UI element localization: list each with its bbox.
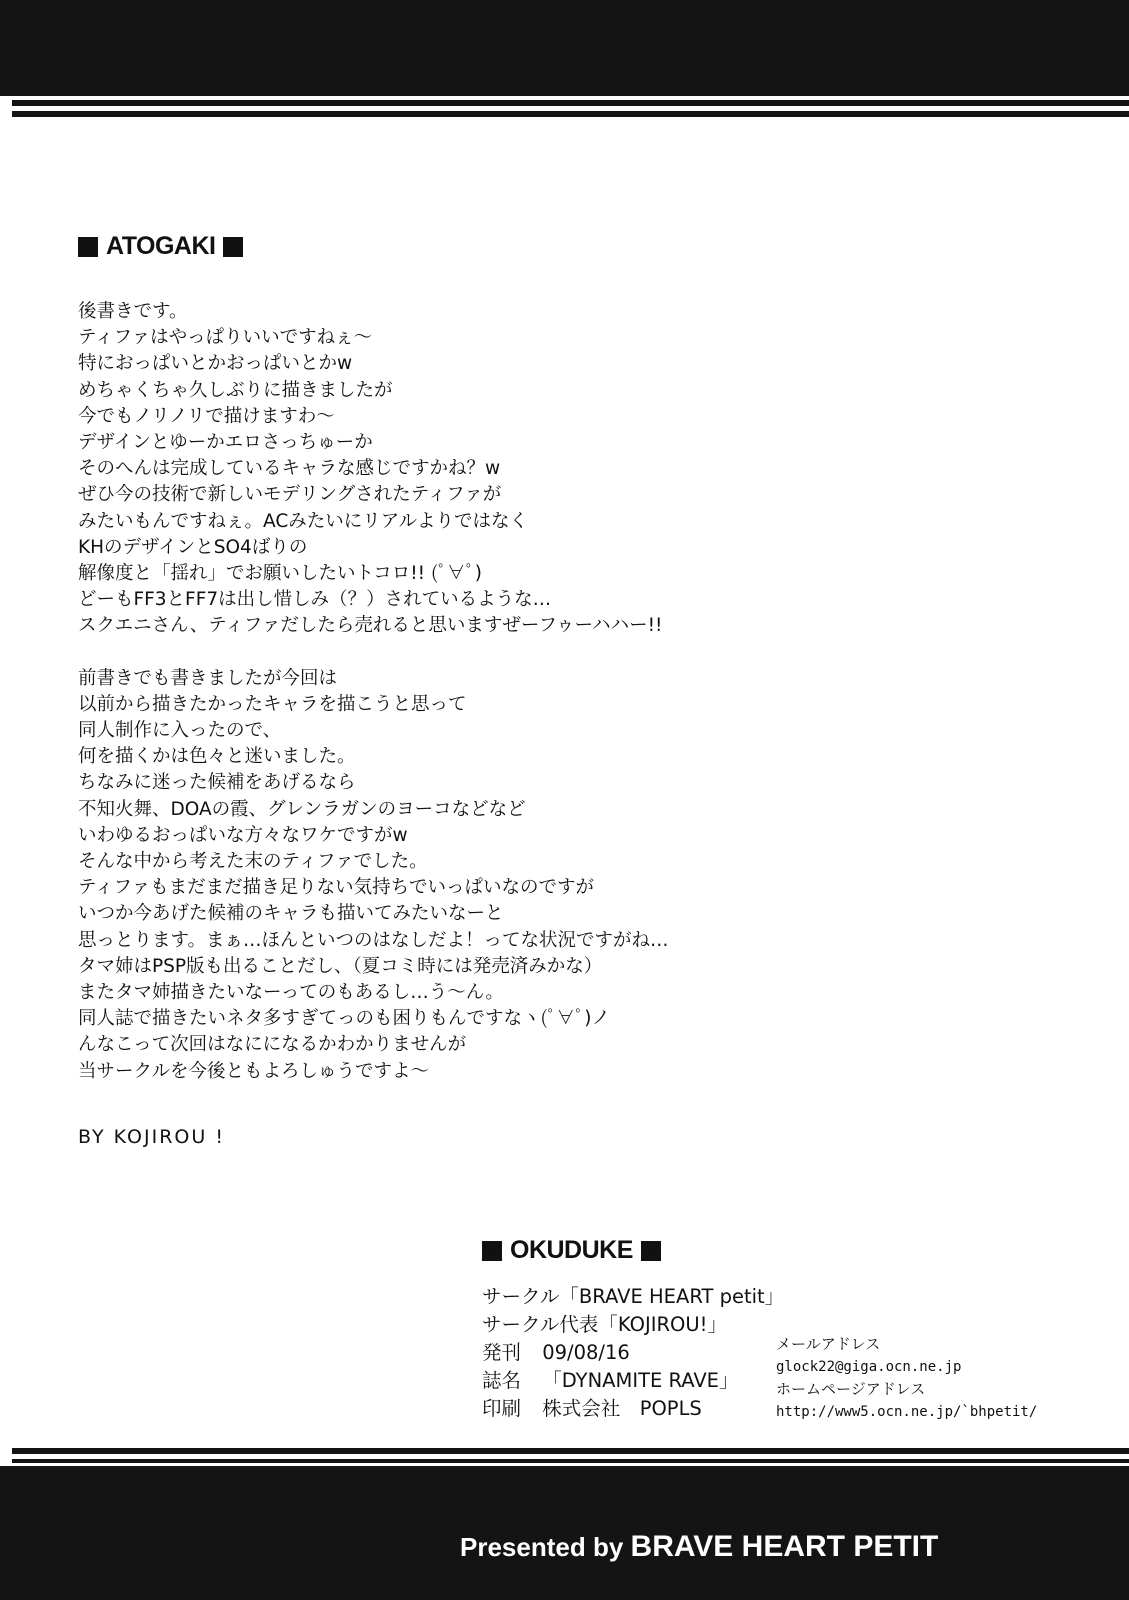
- author-signature: BY KOJIROU !: [78, 1126, 225, 1148]
- body-line: ぜひ今の技術で新しいモデリングされたティファが: [78, 484, 502, 506]
- body-line: スクエニさん、ティファだしたら売れると思いますぜーフゥーハハー!!: [78, 615, 663, 637]
- presented-by-prefix: Presented by: [460, 1532, 624, 1562]
- body-line: ティファはやっぱりいいですねぇ～: [78, 327, 373, 349]
- issue-date-value: 09/08/16: [542, 1341, 630, 1364]
- printer-label: 印刷: [482, 1397, 522, 1420]
- okuduke-heading-text: OKUDUKE: [510, 1236, 633, 1264]
- atogaki-body: [78, 299, 1078, 1085]
- circle-name: サークル「BRAVE HEART petit」: [482, 1285, 785, 1308]
- body-line: 不知火舞、DOAの霞、グレンラガンのヨーコなどなど: [78, 798, 526, 820]
- body-line: みたいもんですねぇ。ACみたいにリアルよりではなく: [78, 510, 529, 532]
- body-line: タマ姉はPSP版も出ることだし、（夏コミ時には発売済みかな）: [78, 955, 603, 977]
- heading-square-left: [482, 1241, 502, 1261]
- body-line: 何を描くかは色々と迷いました。: [78, 746, 356, 768]
- book-title-label: 誌名: [482, 1369, 522, 1392]
- mail-address: glock22@giga.ocn.ne.jp: [776, 1358, 962, 1375]
- body-line: またタマ姉描きたいなーってのもあるし…う～ん。: [78, 982, 504, 1004]
- body-line: ちなみに迷った候補をあげるなら: [78, 772, 356, 794]
- circle-representative: サークル代表「KOJIROU!」: [482, 1313, 727, 1336]
- body-line: そんな中から考えた末のティファでした。: [78, 851, 428, 873]
- body-line: 当サークルを今後ともよろしゅうですよ～: [78, 1060, 429, 1082]
- issue-date-label: 発刊: [482, 1341, 522, 1364]
- bottom-stripe-2: [12, 1459, 1129, 1463]
- top-stripe-1: [12, 100, 1129, 106]
- printer-row: [482, 1395, 784, 1423]
- body-line: いつか今あげた候補のキャラも描いてみたいなーと: [78, 903, 504, 925]
- body-line: 今でもノリノリで描けますわ～: [78, 405, 335, 427]
- body-line: 同人制作に入ったので、: [78, 720, 282, 742]
- heading-square-right: [641, 1241, 661, 1261]
- okuduke-heading: [482, 1236, 661, 1265]
- paragraph-gap: [78, 640, 1078, 666]
- issue-date-row: [482, 1339, 784, 1367]
- body-line: 後書きです。: [78, 301, 188, 322]
- body-line: 同人誌で描きたいネタ多すぎてっのも困りもんですなヽ(ﾟ∀ﾟ)ノ: [78, 1008, 610, 1030]
- body-line: どーもFF3とFF7は出し惜しみ（？）されているような…: [78, 589, 552, 611]
- mail-label: メールアドレス: [776, 1335, 881, 1353]
- heading-square-right: [223, 237, 243, 257]
- heading-square-left: [78, 237, 98, 257]
- body-line: いわゆるおっぱいな方々なワケですがw: [78, 824, 408, 846]
- body-line: めちゃくちゃ久しぶりに描きましたが: [78, 379, 393, 401]
- top-stripe-2: [12, 111, 1129, 117]
- body-line: KHのデザインとSO4ばりの: [78, 536, 308, 558]
- body-line: 以前から描きたかったキャラを描こうと思って: [78, 693, 467, 715]
- body-line: 思っとります。まぁ…ほんといつのはなしだよ！ってな状況ですがね…: [78, 929, 669, 951]
- printer-value: 株式会社 POPLS: [542, 1397, 702, 1420]
- body-line: 解像度と「揺れ」でお願いしたいトコロ!! (ﾟ∀ﾟ): [78, 563, 482, 585]
- body-line: そのへんは完成しているキャラな感じですかね？w: [78, 458, 501, 480]
- body-line: デザインとゆーかエロさっちゅーか: [78, 432, 373, 454]
- homepage-url: http://www5.ocn.ne.jp/`bhpetit/: [776, 1403, 1038, 1420]
- body-line: んなこって次回はなにになるかわかりませんが: [78, 1034, 467, 1056]
- body-line: 特におっぱいとかおっぱいとかw: [78, 353, 353, 375]
- book-title-value: 「DYNAMITE RAVE」: [542, 1369, 739, 1392]
- top-black-band: [0, 0, 1129, 96]
- presented-by-credit: [460, 1530, 938, 1564]
- homepage-label: ホームページアドレス: [776, 1380, 926, 1398]
- atogaki-heading: [78, 232, 243, 261]
- presented-by-name: BRAVE HEART PETIT: [630, 1530, 939, 1563]
- body-line: ティファもまだまだ描き足りない気持ちでいっぱいなのですが: [78, 877, 594, 899]
- colophon-block: [482, 1283, 784, 1423]
- body-line: 前書きでも書きましたが今回は: [78, 667, 338, 689]
- contact-block: [776, 1333, 1037, 1423]
- bottom-stripe-1: [12, 1448, 1129, 1454]
- book-title-row: [482, 1367, 784, 1395]
- atogaki-heading-text: ATOGAKI: [106, 232, 216, 260]
